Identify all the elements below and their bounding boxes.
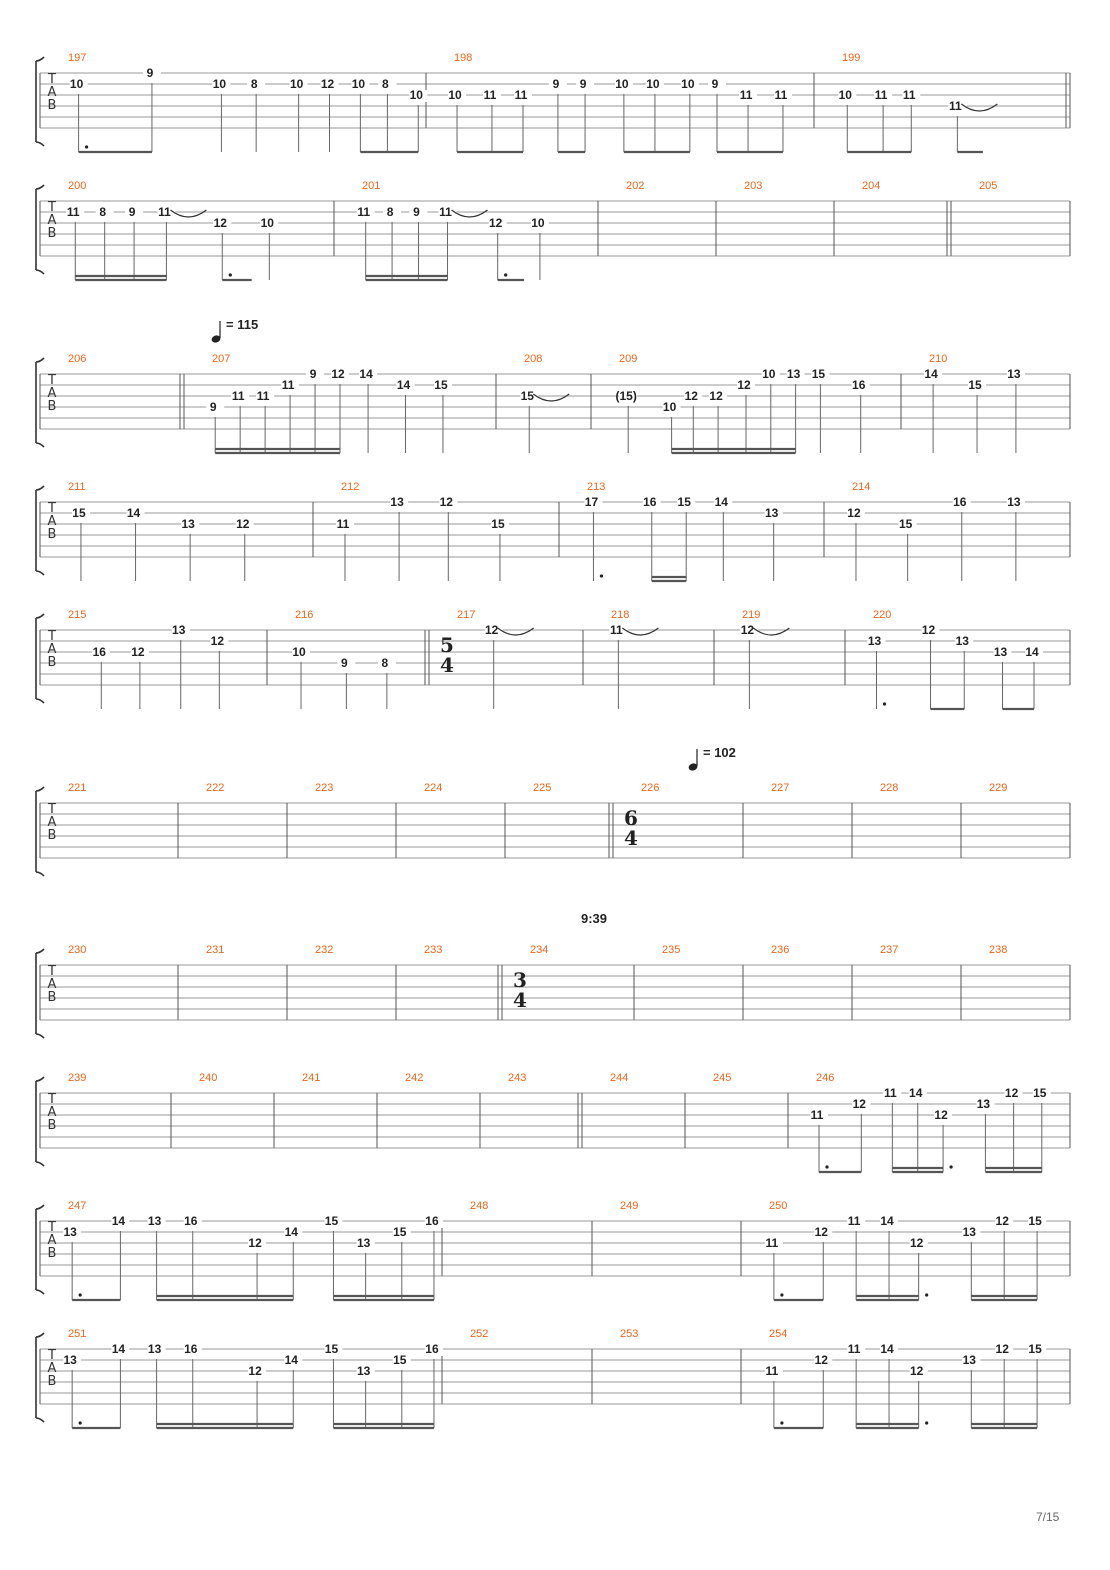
tab-letter-b: B: [47, 527, 57, 542]
fret-number: 15: [434, 378, 448, 392]
fret-number: 14: [396, 378, 411, 392]
fret-number: 16: [184, 1214, 198, 1228]
tie-arc: [753, 628, 789, 635]
measure-number: 214: [852, 481, 871, 493]
fret-number: 12: [709, 389, 723, 403]
fret-number: 14: [909, 1086, 923, 1100]
fret-number: 13: [356, 1364, 371, 1378]
measure-number: 234: [530, 944, 549, 956]
fret-number: 9: [413, 205, 420, 219]
fret-number: 12: [439, 495, 453, 509]
fret-number: 16: [643, 495, 657, 509]
fret-number: 12: [248, 1364, 262, 1378]
fret-number: 16: [184, 1342, 198, 1356]
fret-number: 13: [976, 1097, 991, 1111]
fret-number: 9: [552, 77, 560, 91]
fret-number: 9: [128, 205, 136, 219]
fret-number: 13: [63, 1225, 77, 1239]
rhythm-dot: [600, 574, 603, 577]
tab-letter-t: T: [48, 72, 56, 87]
time-signature-top: 5: [440, 633, 454, 657]
measure-number: 235: [662, 944, 681, 956]
measure-number: 239: [68, 1072, 87, 1084]
measure-number: 240: [199, 1072, 218, 1084]
fret-number: 12: [236, 517, 250, 531]
tab-letter-t: T: [48, 373, 56, 388]
fret-number: 13: [356, 1236, 371, 1250]
tab-letter-a: A: [47, 213, 57, 228]
fret-number: 9: [341, 656, 348, 670]
fret-number: 12: [814, 1353, 828, 1367]
measure-number: 242: [405, 1072, 424, 1084]
rhythm-dot: [85, 145, 88, 148]
fret-number: 10: [681, 77, 695, 91]
measure-number: 207: [212, 353, 231, 365]
fret-number: 13: [962, 1353, 976, 1367]
fret-number: 13: [147, 1342, 162, 1356]
fret-number: 15: [898, 517, 913, 531]
fret-number: 13: [181, 517, 195, 531]
fret-number: 9: [146, 66, 154, 80]
time-signature-bottom: 4: [624, 826, 638, 850]
measure-number: 209: [619, 353, 638, 365]
measure-number: 230: [68, 944, 87, 956]
fret-number: 11: [765, 1236, 779, 1250]
fret-number: 10: [289, 77, 304, 91]
fret-number: 11: [739, 88, 753, 102]
measure-number: 224: [424, 782, 443, 794]
tie-arc: [170, 210, 206, 217]
fret-number: 13: [786, 367, 801, 381]
fret-number: 15: [520, 389, 534, 403]
fret-number: 14: [111, 1342, 126, 1356]
measure-number: 223: [315, 782, 334, 794]
rhythm-dot: [925, 1293, 928, 1296]
rhythm-dot: [229, 273, 232, 276]
measure-number: 243: [508, 1072, 527, 1084]
fret-number: 11: [231, 389, 245, 403]
fret-number: 12: [684, 389, 698, 403]
fret-number: 13: [63, 1353, 77, 1367]
fret-number: 12: [740, 623, 755, 637]
tempo-marking: = 102: [703, 745, 736, 760]
fret-number: 14: [880, 1214, 894, 1228]
fret-number: 10: [646, 77, 660, 91]
measure-number: 225: [533, 782, 552, 794]
fret-number: 12: [995, 1214, 1009, 1228]
measure-number: 227: [771, 782, 790, 794]
fret-number: 11: [256, 389, 270, 403]
measure-number: 211: [68, 481, 86, 493]
fret-number: 14: [126, 506, 141, 520]
fret-number: 10: [292, 645, 306, 659]
fret-number: 14: [714, 495, 728, 509]
measure-number: 221: [68, 782, 87, 794]
measure-number: 199: [842, 52, 861, 64]
fret-number: 14: [880, 1342, 894, 1356]
fret-number: 15: [1033, 1086, 1047, 1100]
tab-letter-t: T: [48, 802, 56, 817]
fret-number: 15: [1028, 1214, 1042, 1228]
fret-number: 12: [909, 1364, 924, 1378]
tab-letter-t: T: [48, 501, 56, 516]
measure-number: 232: [315, 944, 334, 956]
tab-letter-a: A: [47, 1361, 57, 1376]
page-number: 7/15: [1036, 1510, 1060, 1524]
fret-number: 14: [924, 367, 938, 381]
tab-letter-t: T: [48, 1220, 56, 1235]
measure-number: 228: [880, 782, 899, 794]
fret-number: 16: [425, 1214, 439, 1228]
fret-number: 11: [883, 1086, 897, 1100]
measure-number: 246: [816, 1072, 835, 1084]
tab-letter-t: T: [48, 964, 56, 979]
fret-number: 15: [677, 495, 691, 509]
fret-number: 9: [711, 77, 719, 91]
time-signature-top: 6: [624, 806, 638, 830]
rhythm-dot: [780, 1293, 783, 1296]
tie-arc: [498, 628, 534, 635]
measure-number: 253: [620, 1328, 639, 1340]
rhythm-dot: [950, 1165, 953, 1168]
tab-letter-b: B: [47, 1246, 57, 1261]
fret-number: 10: [615, 77, 629, 91]
tab-letter-t: T: [48, 200, 56, 215]
fret-number: 9: [309, 367, 317, 381]
time-signature-bottom: 4: [440, 653, 454, 677]
fret-number: 16: [425, 1342, 439, 1356]
measure-number: 254: [769, 1328, 788, 1340]
fret-number: 13: [955, 634, 969, 648]
tab-letter-b: B: [47, 98, 57, 113]
fret-number: 13: [147, 1214, 162, 1228]
measure-number: 229: [989, 782, 1008, 794]
fret-number: 12: [320, 77, 335, 91]
measure-number: 215: [68, 609, 87, 621]
measure-number: 213: [587, 481, 606, 493]
fret-number: 15: [72, 506, 86, 520]
measure-number: 197: [68, 52, 87, 64]
fret-number: 12: [847, 506, 861, 520]
rhythm-dot: [925, 1421, 928, 1424]
fret-number: 13: [764, 506, 779, 520]
fret-number: 15: [1028, 1342, 1042, 1356]
measure-number: 248: [470, 1200, 489, 1212]
measure-number: 218: [611, 609, 630, 621]
measure-number: 244: [610, 1072, 629, 1084]
measure-number: 251: [68, 1328, 87, 1340]
fret-number: 12: [485, 623, 499, 637]
measure-number: 208: [524, 353, 543, 365]
fret-number: 16: [953, 495, 967, 509]
time-signature-top: 3: [513, 968, 527, 992]
fret-number: 11: [357, 205, 371, 219]
fret-number: 11: [810, 1108, 824, 1122]
fret-number: 13: [993, 645, 1008, 659]
tab-letter-a: A: [47, 815, 57, 830]
fret-number: 9: [579, 77, 587, 91]
tie-arc: [622, 628, 658, 635]
fret-number: 13: [867, 634, 882, 648]
fret-number: 9: [209, 400, 217, 414]
measure-number: 205: [979, 180, 998, 192]
tie-arc: [452, 210, 488, 217]
measure-number: 203: [744, 180, 763, 192]
fret-number: 15: [324, 1342, 339, 1356]
fret-number: 11: [774, 88, 788, 102]
measure-number: 238: [989, 944, 1008, 956]
measure-number: 237: [880, 944, 899, 956]
fret-number: 8: [381, 656, 389, 670]
fret-number: 12: [852, 1097, 866, 1111]
tab-letter-a: A: [47, 85, 57, 100]
fret-number: 11: [765, 1364, 779, 1378]
fret-number: 11: [483, 88, 497, 102]
fret-number: 15: [393, 1225, 407, 1239]
fret-number: 11: [847, 1214, 861, 1228]
measure-number: 202: [626, 180, 645, 192]
fret-number: 12: [1004, 1086, 1019, 1100]
tab-letter-a: A: [47, 1105, 57, 1120]
fret-number: 16: [92, 645, 106, 659]
fret-number: 8: [386, 205, 394, 219]
tab-letter-a: A: [47, 1233, 57, 1248]
measure-number: 200: [68, 180, 87, 192]
fret-number: 8: [99, 205, 107, 219]
fret-number: 10: [212, 77, 227, 91]
fret-number: 12: [921, 623, 936, 637]
measure-number: 206: [68, 353, 87, 365]
measure-number: 231: [206, 944, 225, 956]
tab-letter-b: B: [47, 1118, 57, 1133]
fret-number: 15: [324, 1214, 339, 1228]
fret-number: 13: [1007, 367, 1021, 381]
fret-number: 11: [610, 623, 623, 637]
fret-number: 16: [852, 378, 866, 392]
tab-letter-t: T: [48, 1348, 56, 1363]
measure-number: 249: [620, 1200, 639, 1212]
fret-number: 13: [962, 1225, 976, 1239]
tab-letter-a: A: [47, 514, 57, 529]
fret-number: 11: [949, 99, 962, 113]
fret-number: 15: [491, 517, 505, 531]
tab-letter-b: B: [47, 655, 57, 670]
measure-number: 204: [862, 180, 881, 192]
measure-number: 212: [341, 481, 360, 493]
fret-number: 12: [737, 378, 751, 392]
measure-number: 201: [362, 180, 381, 192]
fret-number: 10: [838, 88, 852, 102]
fret-number: 12: [995, 1342, 1009, 1356]
fret-number: 11: [514, 88, 528, 102]
fret-number: 13: [390, 495, 404, 509]
fret-number: 15: [968, 378, 982, 392]
fret-number: 12: [331, 367, 345, 381]
fret-number: 8: [250, 77, 258, 91]
fret-number: 12: [814, 1225, 828, 1239]
rhythm-dot: [780, 1421, 783, 1424]
fret-number: 10: [662, 400, 677, 414]
measure-number: 233: [424, 944, 443, 956]
fret-number: 14: [284, 1225, 298, 1239]
measure-number: 220: [873, 609, 892, 621]
measure-number: 236: [771, 944, 790, 956]
fret-number: 14: [359, 367, 373, 381]
tab-letter-a: A: [47, 386, 57, 401]
rhythm-dot: [79, 1421, 82, 1424]
tie-arc: [533, 394, 569, 401]
section-marker: 9:39: [580, 911, 608, 926]
fret-number: 11: [66, 205, 80, 219]
measure-number: 217: [457, 609, 476, 621]
fret-number: 10: [69, 77, 84, 91]
tab-letter-b: B: [47, 990, 57, 1005]
fret-number: 11: [158, 205, 171, 219]
fret-number: 12: [934, 1108, 948, 1122]
tab-letter-a: A: [47, 642, 57, 657]
tie-arc: [961, 104, 997, 111]
fret-number: 12: [909, 1236, 924, 1250]
rhythm-dot: [504, 273, 507, 276]
tab-letter-b: B: [47, 226, 57, 241]
fret-number: (15): [615, 389, 637, 403]
tab-letter-b: B: [47, 399, 57, 414]
tempo-marking: = 115: [226, 317, 259, 332]
fret-number: 10: [531, 216, 545, 230]
fret-number: 11: [847, 1342, 861, 1356]
fret-number: 11: [336, 517, 350, 531]
fret-number: 17: [584, 495, 599, 509]
tab-letter-b: B: [47, 1374, 57, 1389]
fret-number: 15: [811, 367, 826, 381]
measure-number: 210: [929, 353, 948, 365]
fret-number: 10: [762, 367, 776, 381]
fret-number: 14: [111, 1214, 126, 1228]
rhythm-dot: [883, 702, 886, 705]
measure-number: 226: [641, 782, 660, 794]
measure-number: 247: [68, 1200, 87, 1212]
fret-number: 12: [210, 634, 225, 648]
measure-number: 216: [295, 609, 314, 621]
fret-number: 10: [448, 88, 462, 102]
fret-number: 11: [439, 205, 452, 219]
measure-number: 250: [769, 1200, 788, 1212]
fret-number: 11: [874, 88, 888, 102]
fret-number: 14: [284, 1353, 298, 1367]
fret-number: 12: [131, 645, 145, 659]
fret-number: 10: [409, 88, 423, 102]
tab-letter-t: T: [48, 629, 56, 644]
fret-number: 10: [260, 216, 274, 230]
fret-number: 10: [351, 77, 366, 91]
tab-letter-a: A: [47, 977, 57, 992]
measure-number: 198: [454, 52, 473, 64]
measure-number: 252: [470, 1328, 489, 1340]
measure-number: 241: [302, 1072, 321, 1084]
tab-letter-t: T: [48, 1092, 56, 1107]
measure-number: 245: [713, 1072, 732, 1084]
fret-number: 8: [382, 77, 389, 91]
rhythm-dot: [79, 1293, 82, 1296]
fret-number: 15: [393, 1353, 407, 1367]
rhythm-dot: [825, 1165, 828, 1168]
measure-number: 222: [206, 782, 225, 794]
fret-number: 11: [281, 378, 295, 392]
fret-number: 13: [1007, 495, 1021, 509]
tab-letter-b: B: [47, 828, 57, 843]
fret-number: 14: [1025, 645, 1039, 659]
fret-number: 13: [172, 623, 186, 637]
fret-number: 12: [213, 216, 227, 230]
measure-number: 219: [742, 609, 761, 621]
fret-number: 11: [902, 88, 916, 102]
fret-number: 12: [248, 1236, 262, 1250]
fret-number: 12: [489, 216, 503, 230]
time-signature-bottom: 4: [513, 988, 527, 1012]
